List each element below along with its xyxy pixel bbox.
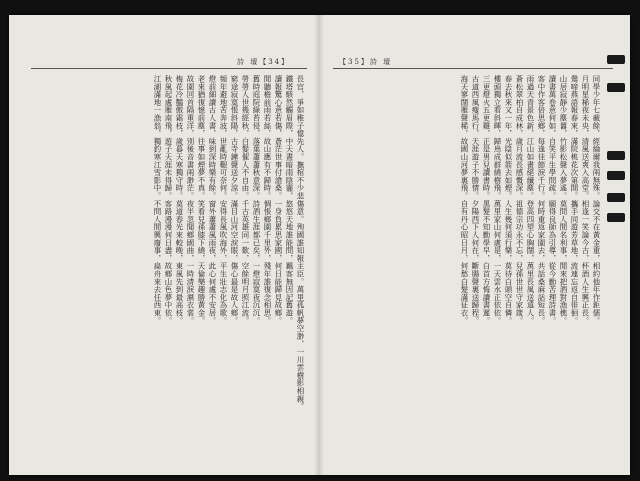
text-column: 閒聽檐前雨若絲，故山應有不歸時。惆悵鄉園千里外，殘年誰復念相思。	[263, 75, 272, 325]
text-column: 同學少年七載餘，經綸爾我兩無殊。論交不在黃金重，相約他年作鉅儒。	[592, 75, 601, 325]
text-column: 梅花冷豔傲霜枝，歲暮天寒獨守時。莫道春光來較晚，東風先到最高枝。	[175, 75, 184, 325]
poem-column-body	[333, 75, 601, 445]
binding-tab	[607, 55, 625, 64]
text-column: 蒼松翠柏自成林，歲月流長感慨深。祖德宗功永不忘，兒孫世世守家箴。	[515, 75, 524, 325]
text-column: 三更燈火五更雞，正是男兒讀書時。黑髮不知勤學早，白首方悔讀書遲。	[482, 75, 491, 325]
text-column: 春去秋來又一年，光陰似箭去如煙。人生幾何須行樂，莫待白頭空自憐。	[504, 75, 513, 325]
text-column: 窮途寂寞悵斜陽，古寺鐘聲送夕涼。滿目山河空淚眼，傷心最是故人鄉。	[230, 75, 239, 325]
header-rule	[31, 68, 307, 69]
text-column: 鶯啼燕語報春來，滿院桃花次第開。攜手同遊芳草地，流連忘返自徘徊。	[570, 75, 579, 325]
text-column: 讀報驚心意若傷，蒼茫世事付滄桑。一身負累思家國，何日能歸見故鄉。	[274, 75, 283, 325]
text-column: 長官，爭如稚子憶先人。撫棺不少悲傷意。殉國誰知報主臣。萬里孤帆夢空渺，一川雲樹影相親。	[296, 75, 305, 411]
binding-tab	[607, 171, 625, 180]
text-column: 老來猶復憶前塵，往事如煙夢不真。笑看兒孫膝下繞，天倫樂趣勝黃金。	[197, 75, 206, 325]
text-column: 讀書萬卷意何如，自笑平生學問疏。願得良師為引導，從今勤苦理詩書。	[548, 75, 557, 325]
text-column: 燈前細讀古人書，味到深時樂有餘。窗外蕭蕭風雨夜，此心何處不安居。	[208, 75, 217, 325]
text-column: 月明星稀夜未央，清風送爽入高堂。相逢一笑論今古，杯酒人生興正長。	[581, 75, 590, 325]
binding-tabs	[607, 55, 629, 275]
text-column: 江湖滿地一漁翁，獨釣寒江雪影中。不問人間興廢事，扁舟來去任西東。	[153, 75, 162, 325]
binding-tab	[607, 213, 625, 222]
page-header: 詩 壇【34】	[237, 58, 291, 66]
poem-column-body	[33, 75, 305, 445]
binding-tab	[607, 151, 625, 160]
text-column: 雨過天青景色新，江山如畫絕纖塵。登高四望心胸闊，萬里長風送遠人。	[526, 75, 535, 325]
binding-tab	[607, 193, 625, 202]
text-column: 勞勞人世幾經秋，白髮催人不自由。千古英雄同一歎，空餘明月照江流。	[241, 75, 250, 325]
text-column: 秋風起處雁南飛，遊子天涯未得歸。客路漫漫何日盡，故鄉山色夢中依。	[164, 75, 173, 325]
text-column: 頻年避地苦奔波，世亂時艱可奈何。安得長風吹海外，平生壯志化為歌。	[219, 75, 228, 325]
binding-tab	[607, 83, 625, 92]
text-column: 舊時庭院綠苔侵，落葉蕭蕭秋意深。詩酒生涯都已矣，一燈寂寞夜沉沉。	[252, 75, 261, 325]
header-rule	[333, 68, 613, 69]
right-page	[319, 15, 630, 475]
left-page	[9, 15, 319, 475]
text-column: 樓頭獨立看斜暉，歸鳥成群繞樹飛。萬里家山何處是，一天雲水正依依。	[493, 75, 502, 325]
text-column: 古道西風瘦馬行，天涯遊子不勝情。夕陽西下人何在，斷腸聲裏送歸程。	[471, 75, 480, 325]
text-column: 鐵塔駭然觸眉際，中天晝暗雨陰霾，悠悠天地誰能問，羈客無因記舊遊。	[285, 75, 294, 325]
page-header: 【35】詩 壇	[339, 58, 393, 66]
text-column: 故園回首隔重洋，別後音書兩渺茫。夜半忽聞鄉國曲，一時清淚濕衣裳。	[186, 75, 195, 325]
text-column: 客中作客倍思鄉，每逢佳節淚千行。何時重返家園去，共話桑麻話短長。	[537, 75, 546, 325]
text-column: 海天寥闊雁聲稀，故國山河夢裏飛。自有丹心昭日月，何愁白髮滿征衣。	[460, 75, 469, 325]
open-book-spread	[9, 15, 630, 475]
text-column: 山居寂靜少塵囂，竹影松聲入夢遙。莫問人間名利事，閒來把酒對漁樵。	[559, 75, 568, 325]
